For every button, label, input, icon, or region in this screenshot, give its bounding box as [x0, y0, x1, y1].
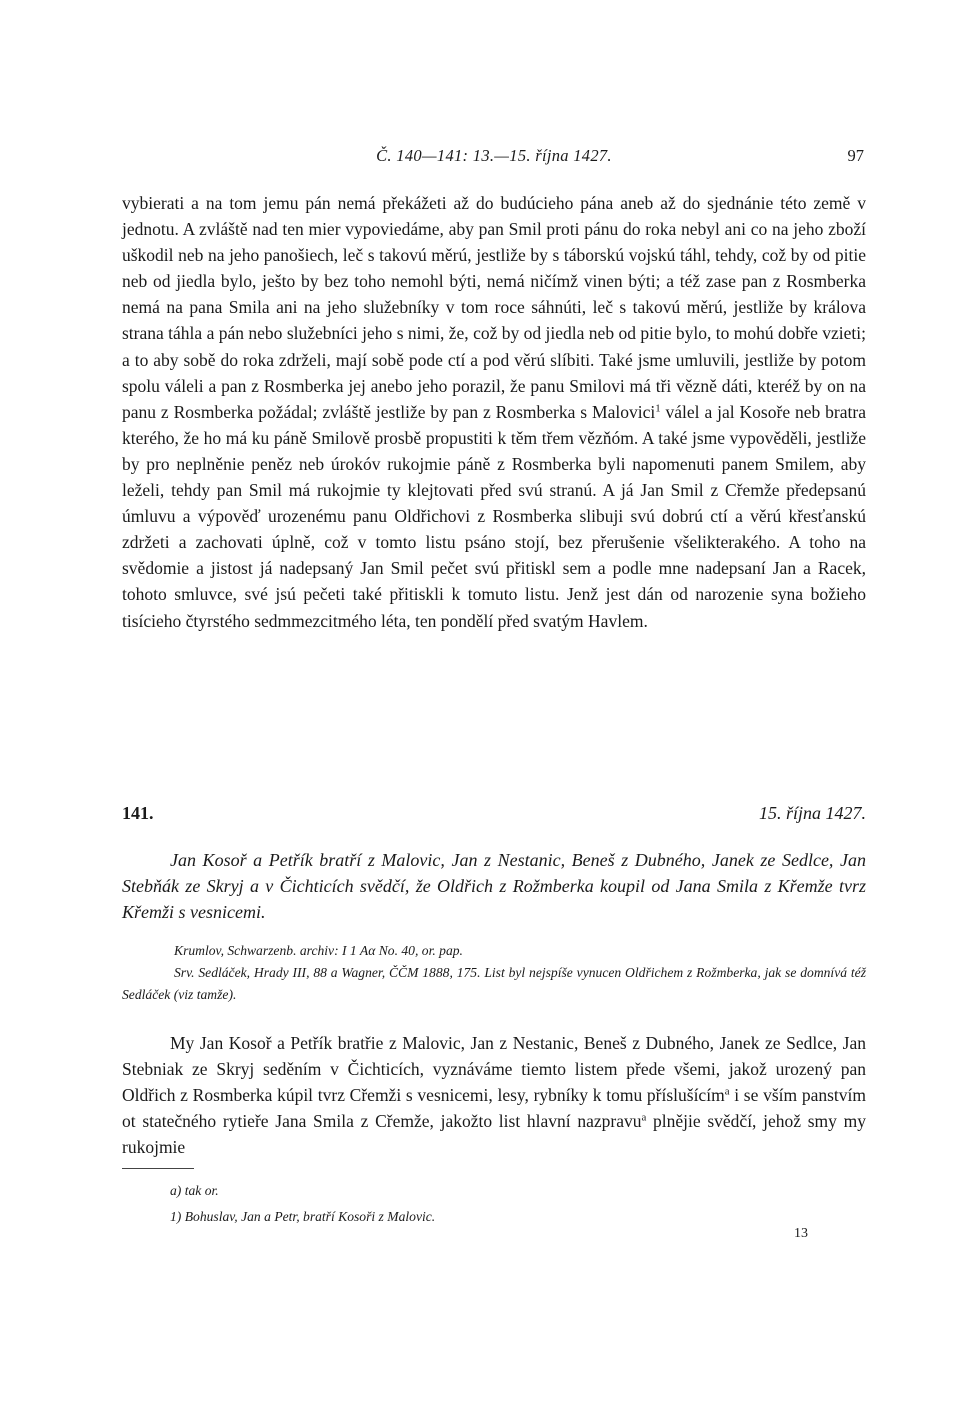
literature-note: Srv. Sedláček, Hrady III, 88 a Wagner, ČČM 1888, 175. List byl nejspíše vynucen Oldřichem z Rožmberka, jak se domnívá též Sedláček (viz tamže).	[122, 965, 866, 1002]
charter-140-continuation	[122, 190, 866, 634]
running-title: Č. 140—141: 13.—15. října 1427.	[376, 146, 612, 165]
archive-source: Krumlov, Schwarzenb. archiv: I 1 Aα No. 40, or. pap.	[174, 943, 463, 958]
footnotes	[170, 1178, 866, 1230]
charter-number: 141.	[122, 803, 154, 823]
running-head	[122, 146, 866, 172]
sheet-signature: 13	[794, 1226, 808, 1241]
charter-text-part-2: i se vším panstvím ot statečného rytieře Jana Smila z Cřemže, jakožto list hlavní nazpravu	[122, 1085, 867, 1131]
charter-date: 15. října 1427.	[758, 803, 866, 823]
page-number: 97	[847, 146, 864, 165]
continuation-text-part-1: vybierati a na tom jemu pán nemá překážeti až do budúcieho pána aneb až do sjednánie této země v jednotu. A zvláště nad ten mier vypoviedáme, aby pan Smil proti pánu do roka nebyl ani co na jeho zboží uškodil neb na jeho panošiech, leč s takovú měrú, jestliže by s táborskú vojskú táhl, tehdy, což by od pitie neb od jiedla bylo, ješto by bez toho nemohl býti, nemá ničímž vinen býti; a též zase pan z Rosmberka nemá na pana Smila ani na jeho služebníky v tom roce sáhnúti, leč s takovú měrú, jestliže by králova strana táhla a pán nebo služebníci jeho s nimi, že, což by od jiedla neb od pitie bylo, to mohú dobře vzieti; a to aby sobě do roka zdrželi, mají sobě pode ctí a pod věrú slíbiti. Také jsme umluvili, jestliže by potom spolu váleli a pan z Rosmberka jej anebo jeho porazil, že panu Smilovi má tři vězně dáti, kteréž by on na panu z Rosmberka požádal; zvláště jestliže by pan z Rosmberka s Malovici	[122, 193, 866, 422]
charter-141-text	[122, 1030, 866, 1160]
footnote-a: a) tak or.	[170, 1183, 219, 1198]
footnote-marker-1: 1	[655, 402, 661, 415]
charter-text-part-3: plnějie svědčí, jehož smy my rukojmie	[122, 1111, 866, 1157]
charter-141-heading	[122, 803, 866, 829]
footnote-marker-a: a	[724, 1085, 730, 1098]
footnote-1: 1) Bohuslav, Jan a Petr, bratří Kosoři z Malovic.	[170, 1209, 436, 1224]
source-notes	[122, 940, 866, 1006]
document-page	[122, 0, 866, 1405]
continuation-text-part-2: válel a jal Kosoře neb bratra kterého, že ho má ku páně Smilově prosbě propustiti k těm třem vězňóm. A také jsme vypověděli, jestliže by pro neplněnie peněz neb úrokóv rukojmie páně z Rosmberka byli napomenuti panem Smilem, aby leželi, tehdy pan Smil má rukojmie ty klejtovati před svú stranú. A já Jan Smil z Cřemže předepsanú úmluvu a výpověď urozenému panu Oldřichovi z Rosmberka slibuji svú dobrú ctí a věrú křesťanskú zdržeti a zachovati úplně, což v tomto listu psáno stojí, bez přerušenie všelikterakého. A toho na svědomie a jistost já nadepsaný Jan Smil pečet svú přitiskl sem a podle mne nadepsaní Jan a Racek, tohoto smluvce, své jsú pečeti také přitiskli k tomuto listu. Jenž jest dán od narozenie syna božieho tisícieho čtyrstého sedmmezcitmého léta, ten pondělí před svatým Havlem.	[122, 401, 866, 631]
charter-regest: Jan Kosoř a Petřík bratří z Malovic, Jan z Nestanic, Beneš z Dubného, Janek ze Sedlce, Jan Stebňák ze Skryj a v Čichticích svědčí, že Oldřich z Rožmberka koupil od Jana Smila z Křemže tvrz Křemži s vesnicemi.	[122, 850, 866, 922]
footnote-marker-a: a	[641, 1111, 647, 1124]
charter-text-part-1: My Jan Kosoř a Petřík bratřie z Malovic, Jan z Nestanic, Beneš z Dubného, Janek ze Sedlce, Jan Stebniak ze Skryj seděním v Čichticích, vyznáváme tiemto listem přede všemi, jakož urozený pan Oldřich z Rosmberka kúpil tvrz Cřemži s vesnicemi, lesy, rybníky k tomu příslušícím	[122, 1033, 866, 1105]
footnote-divider	[122, 1168, 194, 1169]
